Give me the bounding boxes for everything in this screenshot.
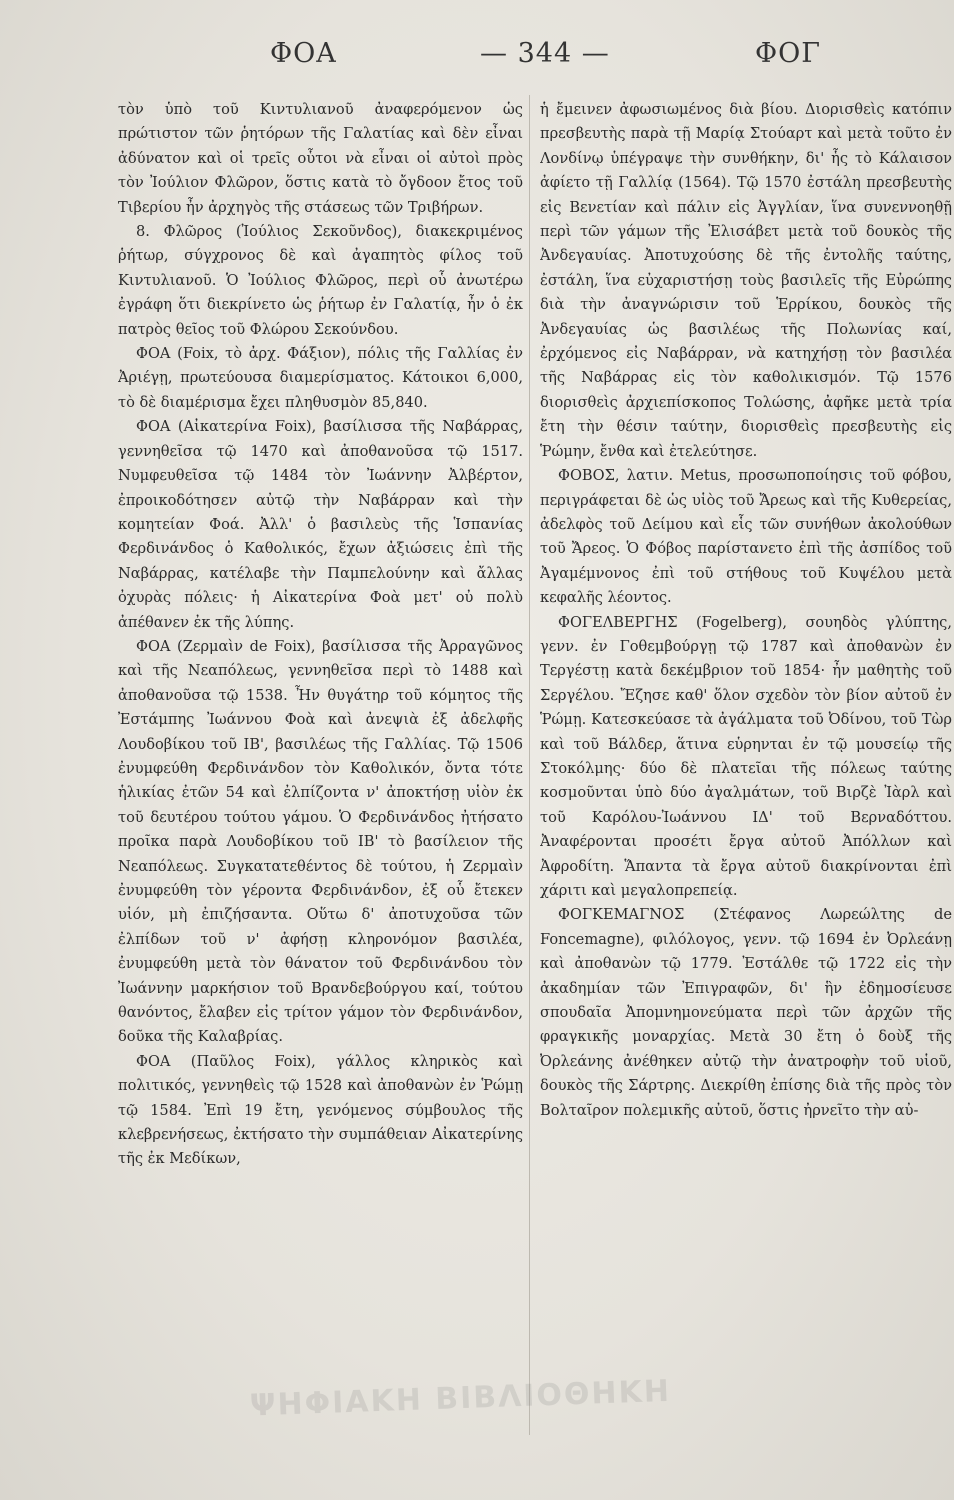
entry-foix-city: ΦΟΑ (Foix, τὸ ἀρχ. Φάξιον), πόλις τῆς Γαλλίας ἐν Ἀριέγῃ, πρωτεύουσα διαμερίσματος. Κάτοικοι 6,000, τὸ δὲ διαμέρισμα ἔχει πληθυσμὸν 85,840. [118,345,523,411]
column-divider [529,95,530,1435]
right-column [540,98,952,1438]
header-right-entry: ΦΟΓ [755,38,822,69]
header-left-entry: ΦΟΑ [270,38,337,69]
entry-foix-catherine: ΦΟΑ (Αἰκατερίνα Foix), βασίλισσα τῆς Ναβάρρας, γεννηθεῖσα τῷ 1470 καὶ ἀποθανοῦσα τῷ 1517. Νυμφευθεῖσα τῷ 1484 τὸν Ἰωάννην Ἀλβέρτον, ἐπροικοδότησεν αὐτῷ τὴν Ναβάρραν καὶ τὴν κομητείαν Φοά. Ἀλλ' ὁ βασιλεὺς τῆς Ἱσπανίας Φερδινάνδος ὁ Καθολικός, ἔχων ἀξιώσεις ἐπὶ τῆς Ναβάρρας, κατέλαβε τὴν Παμπελούνην καὶ ἄλλας ὀχυρὰς πόλεις· ἡ Αἰκατερίνα Φοὰ μετ' οὐ πολὺ ἀπέθανεν ἐκ τῆς λύπης. [118,418,523,631]
entry-fovos: ΦΟΒΟΣ, λατιν. Metus, προσωποποίησις τοῦ φόβου, περιγράφεται δὲ ὡς υἱὸς τοῦ Ἄρεως καὶ τῆς Κυθερείας, ἀδελφὸς τοῦ Δείμου καὶ εἷς τῶν συνήθων ἀκολούθων τοῦ Ἄρεος. Ὁ Φόβος παρίστανετο ἐπὶ τῆς ἀσπίδος τοῦ Ἀγαμέμνονος ἐπὶ τοῦ στήθους τοῦ Κυψέλου μετὰ κεφαλῆς λέοντος. [540,467,952,607]
entry-foncemagne: ΦΟΓΚΕΜΑΓΝΟΣ (Στέφανος Λωρεώλτης de Foncemagne), φιλόλογος, γενν. τῷ 1694 ἐν Ὀρλεάνῃ καὶ ἀποθανὼν τῷ 1779. Ἐστάλθε τῷ 1722 εἰς τὴν ἀκαδημίαν τῶν Ἐπιγραφῶν, δι' ἣν ἐδημοσίευσε σπουδαῖα Ἀπομνημονεύματα περὶ τῶν ἀρχῶν τῆς φραγκικῆς μοναρχίας. Μετὰ 30 ἔτη ὁ δοὺξ τῆς Ὀρλεάνης ἀνέθηκεν αὐτῷ τὴν ἀνατροφὴν τοῦ υἱοῦ, δουκὸς τῆς Σάρτρης. Διεκρίθη ἐπίσης διὰ τῆς πρὸς τὸν Βολταῖρον πολεμικῆς αὐτοῦ, ὅστις ἠρνεῖτο τὴν αὐ- [540,906,952,1119]
library-watermark: ΨΗΦΙΑΚΗ ΒΙΒΛΙΟΘΗΚΗ [249,1373,672,1424]
page-number: — 344 — [480,38,610,69]
paragraph-continuation-right: ἡ ἔμεινεν ἀφωσιωμένος διὰ βίου. Διορισθεὶς κατόπιν πρεσβευτὴς παρὰ τῇ Μαρίᾳ Στούαρτ καὶ μετὰ τοῦτο ἐν Λονδίνῳ ὑπέγραψε τὴν συνθήκην, δι' ἧς τὸ Κάλαισον ἀφίετο τῇ Γαλλίᾳ (1564). Τῷ 1570 ἐστάλη πρεσβευτὴς εἰς Βενετίαν καὶ πάλιν εἰς Ἀγγλίαν, ἵνα συνεννοηθῇ περὶ τῶν γάμων τῆς Ἐλισάβετ μετὰ τοῦ δουκὸς τῆς Ἀνδεγαυίας. Ἀποτυχούσης δὲ τῆς ἐντολῆς ταύτης, ἐστάλη, ἵνα εὐχαριστήσῃ τοὺς βασιλεῖς τῆς Εὐρώπης διὰ τὴν ἀναγνώρισιν τοῦ Ἑρρίκου, δουκὸς τῆς Ἀνδεγαυίας ὡς βασιλέως τῆς Πολωνίας καί, ἐρχόμενος εἰς Ναβάρραν, νὰ κατηχήσῃ τὸν βασιλέα τῆς Ναβάρρας εἰς τὸν καθολικισμόν. Τῷ 1576 διορισθεὶς ἀρχιεπίσκοπος Τολώσης, ἀφῆκε μετὰ τρία ἔτη τὴν θέσιν ταύτην, διορισθεὶς πρεσβευτὴς εἰς Ῥώμην, ἔνθα καὶ ἐτελεύτησε. [540,101,952,460]
entry-foix-germaine: ΦΟΑ (Ζερμαὶν de Foix), βασίλισσα τῆς Ἀρραγῶνος καὶ τῆς Νεαπόλεως, γεννηθεῖσα περὶ τὸ 1488 καὶ ἀποθανοῦσα τῷ 1538. Ἦν θυγάτηρ τοῦ κόμητος τῆς Ἐστάμπης Ἰωάννου Φοὰ καὶ ἀνεψιὰ ἐξ ἀδελφῆς Λουδοβίκου τοῦ ΙΒ', βασιλέως τῆς Γαλλίας. Τῷ 1506 ἐνυμφεύθη Φερδινάνδον τὸν Καθολικόν, ὄντα τότε ἡλικίας ἐτῶν 54 καὶ ἐλπίζοντα ν' ἀποκτήσῃ υἱὸν ἐκ τοῦ δευτέρου τούτου γάμου. Ὁ Φερδινάνδος ἠτήσατο προῖκα παρὰ Λουδοβίκου τοῦ ΙΒ' τὸ βασίλειον τῆς Νεαπόλεως. Συγκατατεθέντος δὲ τούτου, ἡ Ζερμαὶν ἐνυμφεύθη τὸν γέροντα Φερδινάνδον, ἐξ οὗ ἔτεκεν υἱόν, μὴ ἐπιζήσαντα. Οὕτω δ' ἀποτυχοῦσα τῶν ἐλπίδων τοῦ ν' ἀφήσῃ κληρονόμον βασιλέα, ἐνυμφεύθη μετὰ τὸν θάνατον τοῦ Φερδινάνδου τὸν Ἰωάννην μαρκήσιον τοῦ Βρανδεβούργου καί, τούτου θανόντος, ἔλαβεν εἰς τρίτον γάμον τὸν Φερδινάνδον, δοῦκα τῆς Καλαβρίας. [118,637,523,1046]
paragraph-continuation: τὸν ὑπὸ τοῦ Κιντυλιανοῦ ἀναφερόμενον ὡς πρώτιστον τῶν ῥητόρων τῆς Γαλατίας καὶ δὲν εἶναι ἀδύνατον καὶ οἱ τρεῖς οὗτοι νὰ εἶναι οἱ αὐτοὶ πρὸς τὸν Ἰούλιον Φλῶρον, ὅστις κατὰ τὸ ὄγδοον ἔτος τοῦ Τιβερίου ἦν ἀρχηγὸς τῆς στάσεως τῶν Τριβήρων. [118,101,523,216]
running-head [110,38,894,78]
entry-fogelberg: ΦΟΓΕΛΒΕΡΓΗΣ (Fogelberg), σουηδὸς γλύπτης, γενν. ἐν Γοθεμβούργῃ τῷ 1787 καὶ ἀποθανὼν ἐν Τεργέστῃ κατὰ δεκέμβριον τοῦ 1854· ἦν μαθητὴς τοῦ Σεργέλου. Ἔζησε καθ' ὅλον σχεδὸν τὸν βίον αὐτοῦ ἐν Ῥώμῃ. Κατεσκεύασε τὰ ἀγάλματα τοῦ Ὀδίνου, τοῦ Τὼρ καὶ τοῦ Βάλδερ, ἅτινα εὑρηνται ἐν τῷ μουσείῳ τῆς Στοκόλμης· δύο δὲ πλατεῖαι τῆς πόλεως ταύτης κοσμοῦνται ὑπὸ δύο ἀγαλμάτων, τοῦ Βιρζὲ Ἰὰρλ καὶ τοῦ Καρόλου-Ἰωάννου ΙΔ' τοῦ Βερναδόττου. Ἀναφέρονται προσέτι ἔργα αὐτοῦ Ἀπόλλων καὶ Ἀφροδίτη. Ἅπαντα τὰ ἔργα αὐτοῦ διακρίνονται ἐπὶ χάριτι καὶ μεγαλοπρεπείᾳ. [540,613,952,899]
entry-floros-8: 8. Φλῶρος (Ἰούλιος Σεκοῦνδος), διακεκριμένος ῥήτωρ, σύγχρονος δὲ καὶ ἀγαπητὸς φίλος τοῦ Κιντυλιανοῦ. Ὁ Ἰούλιος Φλῶρος, περὶ οὗ ἀνωτέρω ἐγράφη ὅτι διεκρίνετο ὡς ῥήτωρ ἐν Γαλατίᾳ, ἦν ὁ ἐκ πατρὸς θεῖος τοῦ Φλώρου Σεκούνδου. [118,223,523,338]
entry-foix-paul: ΦΟΑ (Παῦλος Foix), γάλλος κληρικὸς καὶ πολιτικός, γεννηθεὶς τῷ 1528 καὶ ἀποθανὼν ἐν Ῥώμῃ τῷ 1584. Ἐπὶ 19 ἔτη, γενόμενος σύμβουλος τῆς κλεβρενήσεως, ἐκτήσατο τὴν συμπάθειαν Αἰκατερίνης τῆς ἐκ Μεδίκων, [118,1052,523,1168]
left-column [118,98,523,1438]
